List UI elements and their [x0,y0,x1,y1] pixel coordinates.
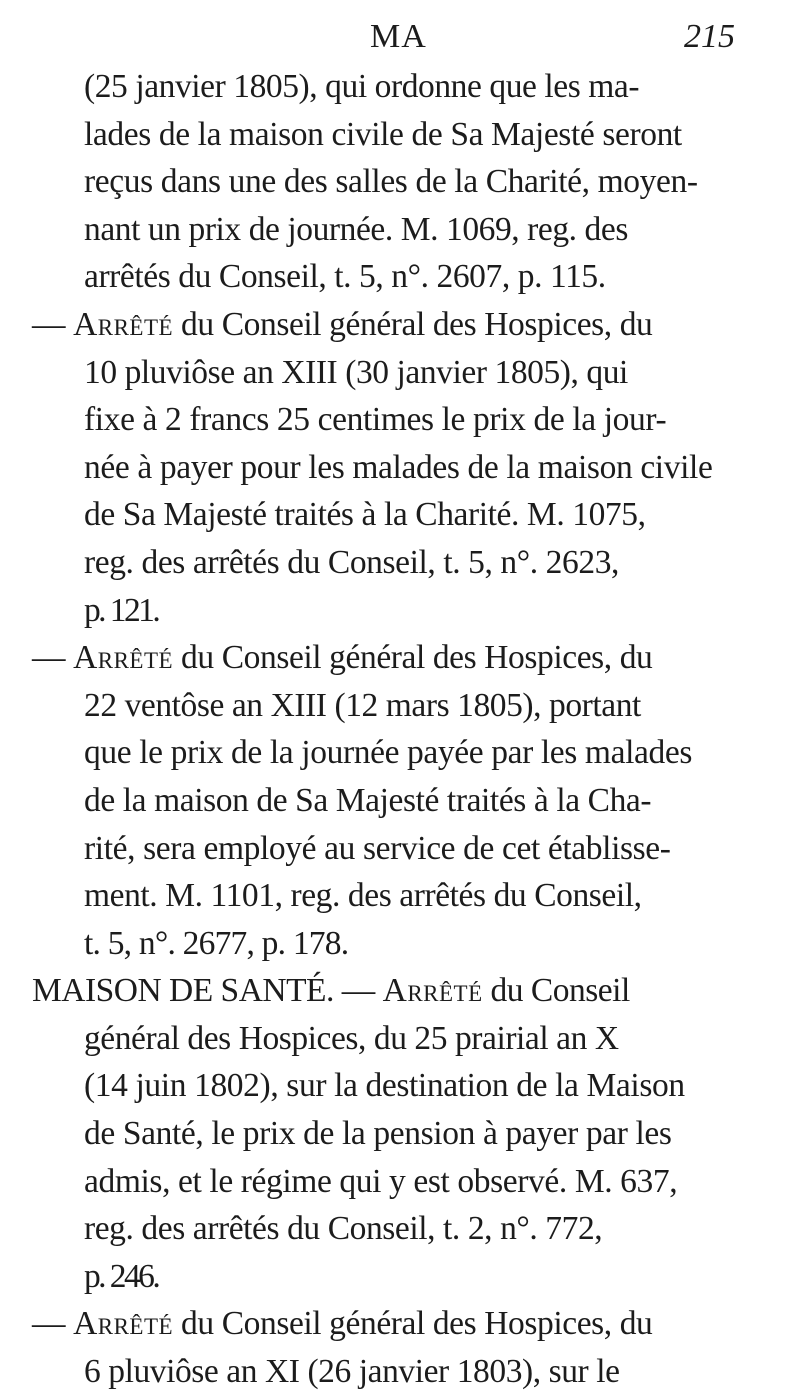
text-line [22,1205,792,1253]
line-text: nant un prix de journée. M. 1069, reg. des [84,210,628,248]
line-text: (14 juin 1802), sur la destination de la Maison [84,1067,685,1105]
entry-lead-word: Arrêté [73,1305,174,1343]
page-header [0,18,801,68]
line-text: reg. des arrêtés du Conseil, t. 5, n°. 2623, [84,543,620,581]
text-line [22,1158,792,1206]
entry-dash: — [32,639,74,677]
line-text: 10 pluviôse an XIII (30 janvier 1805), qui [84,353,628,391]
entry-lead-word: Arrêté [73,639,174,677]
line-text: du Conseil général des Hospices, du [173,639,653,677]
section-heading: MAISON DE SANTÉ. [32,972,334,1010]
text-line [22,396,792,444]
entry-dash: — [32,305,74,343]
line-text: (25 janvier 1805), qui ordonne que les ma- [84,68,640,105]
text-line [22,1348,792,1396]
line-text: que le prix de la journée payée par les malades [84,734,692,772]
line-text: du Conseil général des Hospices, du [173,305,653,343]
line-text: fixe à 2 francs 25 centimes le prix de la jour- [84,401,667,439]
line-text: de Sa Majesté traités à la Charité. M. 1075, [84,496,646,534]
entry-dash: — [32,1305,74,1343]
line-text: 6 pluviôse an XI (26 janvier 1803), sur le [84,1353,620,1391]
text-line [22,253,792,301]
line-text: p. 246. [84,1257,159,1295]
line-text: née à payer pour les malades de la maison civile [84,448,713,486]
line-text: de la maison de Sa Majesté traités à la Cha- [84,781,652,819]
line-text: général des Hospices, du 25 prairial an X [84,1019,619,1057]
text-line [22,920,792,968]
text-line [22,111,792,159]
line-text: p. 121. [84,591,159,629]
text-line [22,301,792,349]
text-line [22,1015,792,1063]
line-text: reg. des arrêtés du Conseil, t. 2, n°. 772, [84,1210,603,1248]
text-line [22,587,792,635]
line-text: du Conseil [482,972,630,1010]
text-line [22,158,792,206]
line-text: du Conseil général des Hospices, du [173,1305,653,1343]
text-line [22,1110,792,1158]
text-line [22,444,792,492]
text-line [22,491,792,539]
text-line [22,206,792,254]
text-line [22,1253,792,1301]
text-line [22,872,792,920]
text-line [22,682,792,730]
body-text [22,63,792,1396]
text-line [22,967,792,1015]
text-line [22,539,792,587]
page-number: 215 [684,18,735,55]
running-head: MA [370,18,427,55]
line-text: t. 5, n°. 2677, p. 178. [84,924,349,962]
line-text: lades de la maison civile de Sa Majesté seront [84,115,682,153]
line-text: rité, sera employé au service de cet établisse- [84,829,671,867]
text-line [22,1062,792,1110]
line-text: ment. M. 1101, reg. des arrêtés du Conseil, [84,877,642,915]
text-line [22,63,792,111]
entry-lead-word: Arrêté [382,972,483,1010]
line-text: de Santé, le prix de la pension à payer par les [84,1115,672,1153]
text-line [22,777,792,825]
text-line [22,1300,792,1348]
line-text: admis, et le régime qui y est observé. M. 637, [84,1162,678,1200]
entry-dash: — [333,972,383,1010]
text-line [22,825,792,873]
entry-lead-word: Arrêté [73,305,174,343]
line-text: reçus dans une des salles de la Charité, moyen- [84,163,698,201]
line-text: 22 ventôse an XIII (12 mars 1805), portant [84,686,641,724]
text-line [22,729,792,777]
line-text: arrêtés du Conseil, t. 5, n°. 2607, p. 115. [84,258,606,296]
text-line [22,349,792,397]
text-line [22,634,792,682]
